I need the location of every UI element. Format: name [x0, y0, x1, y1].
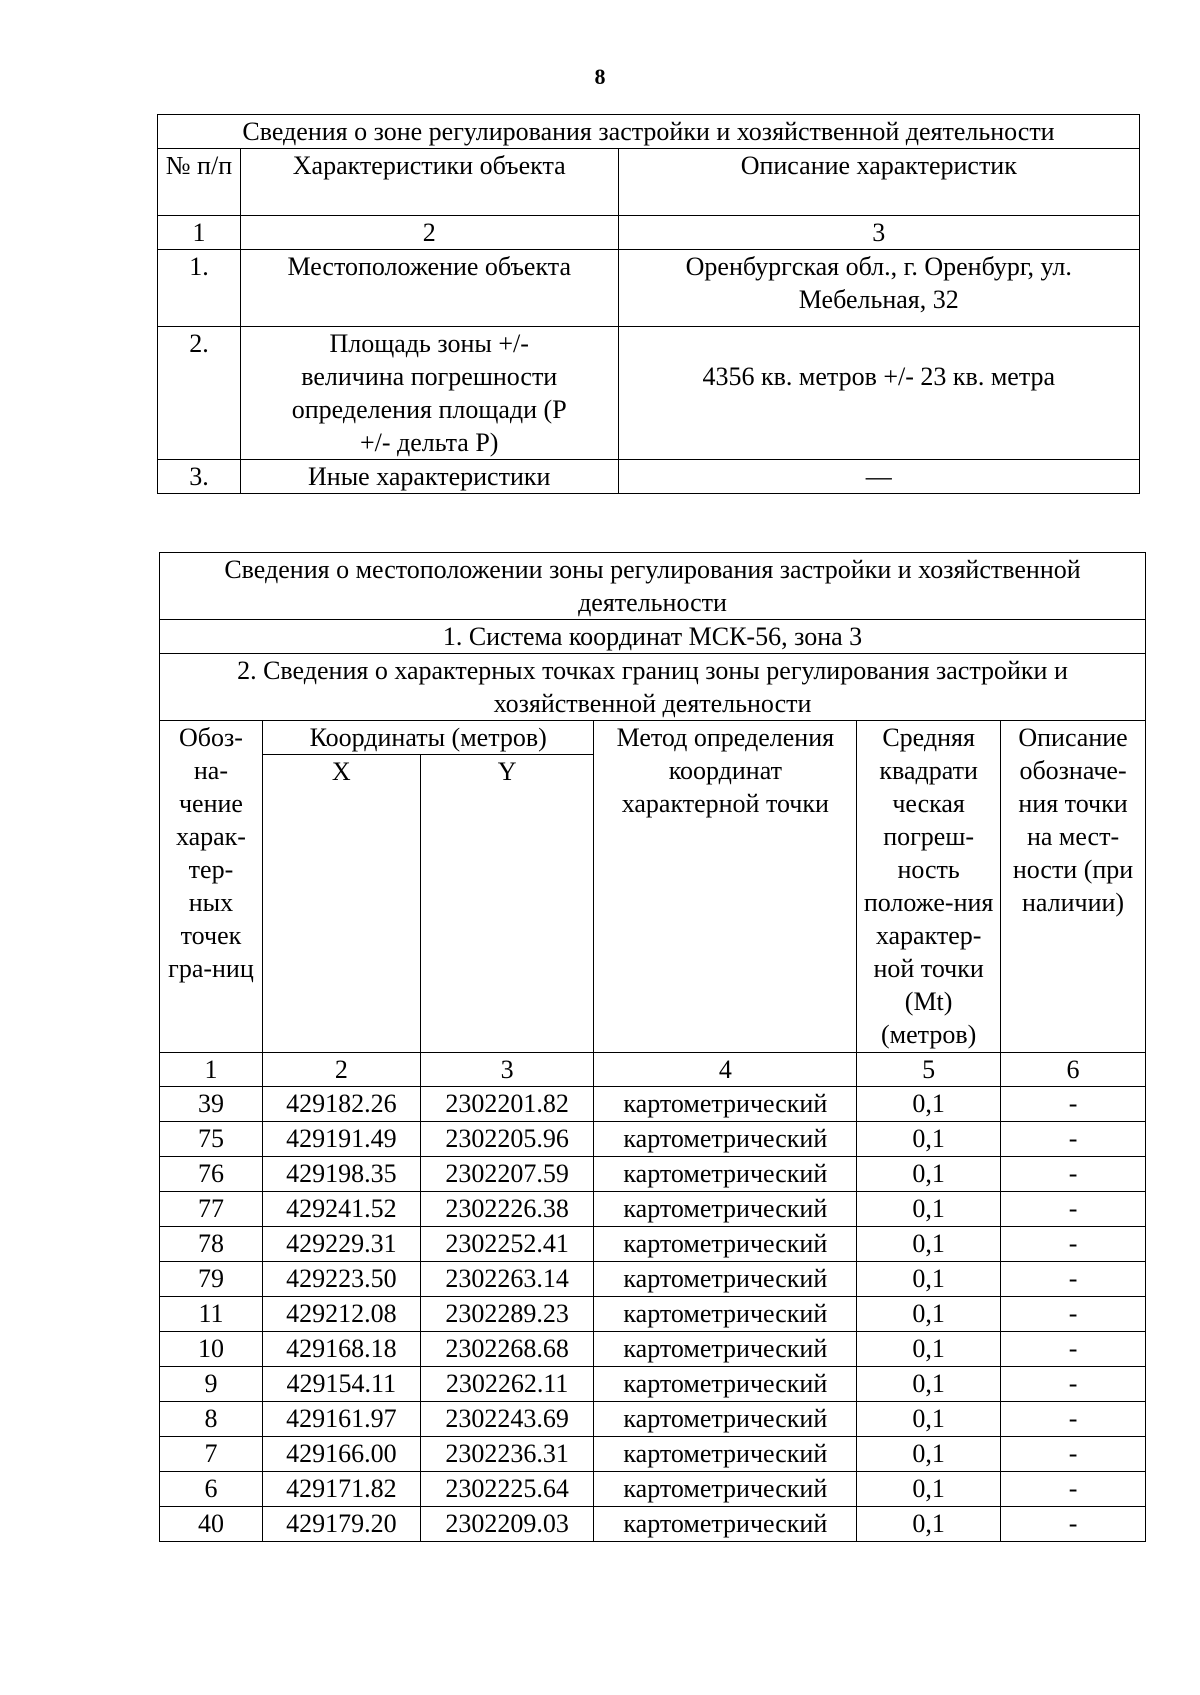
point-method: картометрический: [594, 1192, 857, 1227]
point-error: 0,1: [857, 1192, 1001, 1227]
point-description: -: [1001, 1472, 1146, 1507]
point-id: 77: [160, 1192, 263, 1227]
col-number: 2: [240, 216, 618, 250]
col-number: 1: [158, 216, 241, 250]
row-num: 1.: [158, 250, 241, 327]
point-description: -: [1001, 1332, 1146, 1367]
col-number: 1: [160, 1053, 263, 1087]
location-caption: Сведения о местоположении зоны регулирования застройки и хозяйственной деятельности: [160, 553, 1146, 620]
table-row: [160, 1087, 1146, 1122]
point-x: 429223.50: [262, 1262, 420, 1297]
point-x: 429179.20: [262, 1507, 420, 1542]
row-num: 2.: [158, 327, 241, 460]
table-row: [160, 1507, 1146, 1542]
col-number: 3: [618, 216, 1139, 250]
point-y: 2302201.82: [420, 1087, 594, 1122]
table-row: [158, 250, 1140, 327]
point-description: -: [1001, 1402, 1146, 1437]
point-id: 79: [160, 1262, 263, 1297]
header-point-description: Описание обозначе-ния точки на мест-ности (при наличии): [1001, 721, 1146, 1053]
row-num: 3.: [158, 460, 241, 494]
point-method: картометрический: [594, 1297, 857, 1332]
point-id: 39: [160, 1087, 263, 1122]
col-number: 6: [1001, 1053, 1146, 1087]
zone-info-table: [157, 114, 1140, 494]
page-number: 8: [594, 64, 606, 89]
point-method: картометрический: [594, 1087, 857, 1122]
point-description: -: [1001, 1297, 1146, 1332]
header-method: Метод определения координат характерной точки: [594, 721, 857, 1053]
point-x: 429168.18: [262, 1332, 420, 1367]
point-x: 429229.31: [262, 1227, 420, 1262]
point-x: 429154.11: [262, 1367, 420, 1402]
point-error: 0,1: [857, 1472, 1001, 1507]
point-method: картометрический: [594, 1122, 857, 1157]
col-number: 3: [420, 1053, 594, 1087]
boundary-points-table: [159, 552, 1146, 1542]
table-row: [160, 1227, 1146, 1262]
header-y: Y: [420, 755, 594, 1053]
header-characteristic: Характеристики объекта: [240, 149, 618, 216]
point-y: 2302268.68: [420, 1332, 594, 1367]
point-error: 0,1: [857, 1157, 1001, 1192]
header-error: Средняя квадрати ческая погреш-ность положе-ния характер-ной точки (Mt) (метров): [857, 721, 1001, 1053]
point-y: 2302252.41: [420, 1227, 594, 1262]
point-error: 0,1: [857, 1297, 1001, 1332]
point-description: -: [1001, 1192, 1146, 1227]
point-error: 0,1: [857, 1087, 1001, 1122]
row-characteristic: Местоположение объекта: [240, 250, 618, 327]
point-id: 78: [160, 1227, 263, 1262]
table-row: [158, 460, 1140, 494]
point-error: 0,1: [857, 1332, 1001, 1367]
point-description: -: [1001, 1507, 1146, 1542]
point-method: картометрический: [594, 1227, 857, 1262]
point-x: 429191.49: [262, 1122, 420, 1157]
table-row: [160, 1367, 1146, 1402]
point-x: 429182.26: [262, 1087, 420, 1122]
point-x: 429161.97: [262, 1402, 420, 1437]
point-description: -: [1001, 1157, 1146, 1192]
header-num: № п/п: [158, 149, 241, 216]
header-description: Описание характеристик: [618, 149, 1139, 216]
point-y: 2302236.31: [420, 1437, 594, 1472]
point-method: картометрический: [594, 1367, 857, 1402]
point-method: картометрический: [594, 1507, 857, 1542]
header-designation: Обоз-на-чение харак-тер-ных точек гра-ниц: [160, 721, 263, 1053]
point-method: картометрический: [594, 1262, 857, 1297]
col-number: 5: [857, 1053, 1001, 1087]
coordinate-system: 1. Система координат МСК-56, зона 3: [160, 620, 1146, 654]
point-description: -: [1001, 1227, 1146, 1262]
point-y: 2302226.38: [420, 1192, 594, 1227]
table-row: [160, 1122, 1146, 1157]
point-id: 40: [160, 1507, 263, 1542]
point-method: картометрический: [594, 1157, 857, 1192]
point-x: 429212.08: [262, 1297, 420, 1332]
header-x: X: [262, 755, 420, 1053]
point-id: 8: [160, 1402, 263, 1437]
point-error: 0,1: [857, 1367, 1001, 1402]
point-error: 0,1: [857, 1507, 1001, 1542]
table-row: [160, 1402, 1146, 1437]
row-description: —: [618, 460, 1139, 494]
table-row: [160, 1472, 1146, 1507]
point-method: картометрический: [594, 1332, 857, 1367]
point-description: -: [1001, 1262, 1146, 1297]
point-x: 429171.82: [262, 1472, 420, 1507]
table-row: [160, 1157, 1146, 1192]
point-method: картометрический: [594, 1437, 857, 1472]
point-error: 0,1: [857, 1402, 1001, 1437]
row-description: Оренбургская обл., г. Оренбург, ул. Мебельная, 32: [618, 250, 1139, 327]
row-characteristic: Площадь зоны +/- величина погрешности определения площади (P +/- дельта P): [240, 327, 618, 460]
point-y: 2302209.03: [420, 1507, 594, 1542]
row-characteristic: Иные характеристики: [240, 460, 618, 494]
point-description: -: [1001, 1122, 1146, 1157]
point-y: 2302207.59: [420, 1157, 594, 1192]
row-description: 4356 кв. метров +/- 23 кв. метра: [618, 327, 1139, 460]
point-y: 2302205.96: [420, 1122, 594, 1157]
point-error: 0,1: [857, 1262, 1001, 1297]
point-error: 0,1: [857, 1227, 1001, 1262]
point-y: 2302243.69: [420, 1402, 594, 1437]
zone-info-caption: Сведения о зоне регулирования застройки и хозяйственной деятельности: [158, 115, 1140, 149]
point-y: 2302289.23: [420, 1297, 594, 1332]
point-x: 429198.35: [262, 1157, 420, 1192]
table-row: [160, 1437, 1146, 1472]
point-id: 11: [160, 1297, 263, 1332]
point-method: картометрический: [594, 1402, 857, 1437]
col-number: 2: [262, 1053, 420, 1087]
point-description: -: [1001, 1367, 1146, 1402]
table-row: [158, 327, 1140, 460]
point-error: 0,1: [857, 1122, 1001, 1157]
point-id: 76: [160, 1157, 263, 1192]
point-description: -: [1001, 1437, 1146, 1472]
point-description: -: [1001, 1087, 1146, 1122]
table-row: [160, 1332, 1146, 1367]
point-y: 2302262.11: [420, 1367, 594, 1402]
point-method: картометрический: [594, 1472, 857, 1507]
point-error: 0,1: [857, 1437, 1001, 1472]
point-id: 6: [160, 1472, 263, 1507]
point-id: 7: [160, 1437, 263, 1472]
table-row: [160, 1262, 1146, 1297]
point-x: 429166.00: [262, 1437, 420, 1472]
table-row: [160, 1297, 1146, 1332]
point-id: 9: [160, 1367, 263, 1402]
point-id: 10: [160, 1332, 263, 1367]
point-id: 75: [160, 1122, 263, 1157]
table-row: [160, 1192, 1146, 1227]
header-coordinates: Координаты (метров): [262, 721, 594, 755]
col-number: 4: [594, 1053, 857, 1087]
point-x: 429241.52: [262, 1192, 420, 1227]
point-y: 2302225.64: [420, 1472, 594, 1507]
point-y: 2302263.14: [420, 1262, 594, 1297]
section-title: 2. Сведения о характерных точках границ зоны регулирования застройки и хозяйственной деятельности: [160, 654, 1146, 721]
